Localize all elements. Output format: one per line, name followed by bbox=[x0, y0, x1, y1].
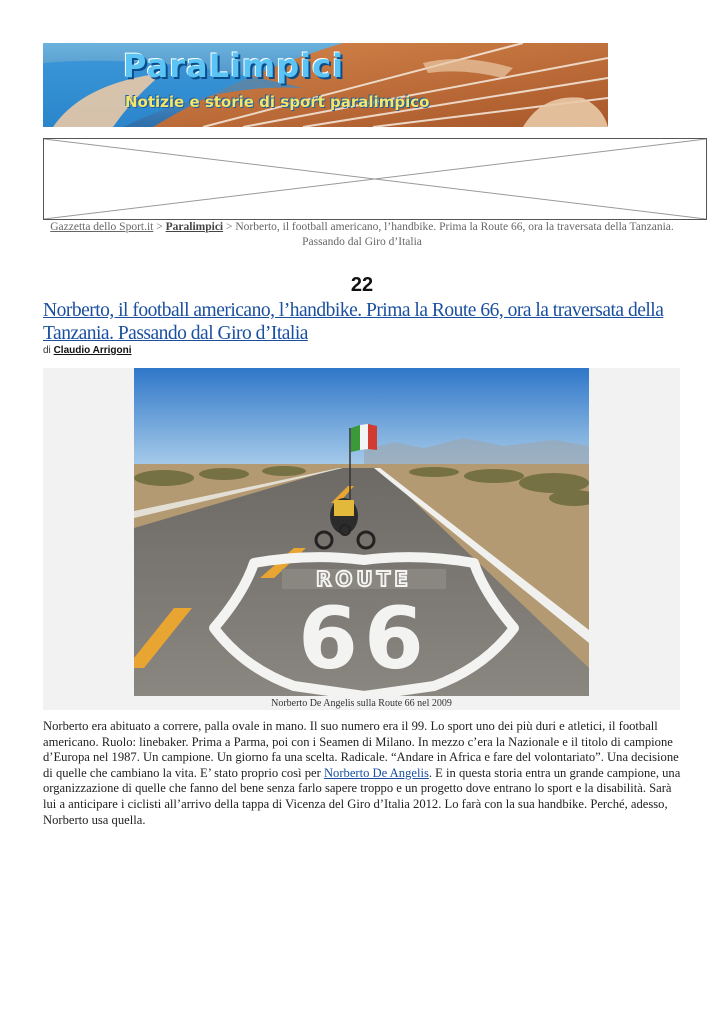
breadcrumb-separator: > bbox=[156, 221, 163, 233]
body-text-part-2: . E in questa storia entra un grande campione, una organizzazione di quelle che fanno del bene senza farlo sapere troppo e un progetto dove entrano lo sport e la disabilità. Sarà lui a anticipare i ciclisti all’arrivo della tappa di Vicenza del Giro d’Italia 2012. Lo farà con la sua handbike. Perché, adesso, Norberto usa quella. bbox=[43, 765, 681, 827]
road-sign-text: ROUTE bbox=[316, 567, 412, 591]
breadcrumb-separator: > bbox=[226, 221, 233, 233]
placeholder-cross-icon bbox=[44, 139, 706, 219]
banner-logo-text: ParaLimpici bbox=[123, 47, 345, 85]
site-banner[interactable] bbox=[43, 43, 608, 127]
breadcrumb-home-link[interactable]: Gazzetta dello Sport.it bbox=[50, 221, 154, 233]
breadcrumb-section-link[interactable]: Paralimpici bbox=[165, 221, 224, 233]
author-link[interactable]: Claudio Arrigoni bbox=[53, 345, 132, 356]
article-title[interactable]: Norberto, il football americano, l’handbike. Prima la Route 66, ora la traversata della Tanzania. Passando dal Giro d’Italia bbox=[43, 300, 664, 344]
article-body bbox=[43, 719, 683, 828]
body-author-link[interactable]: Norberto De Angelis bbox=[323, 765, 429, 780]
banner-tagline: Notizie e storie di sport paralimpico bbox=[125, 93, 430, 111]
route66-photo-icon bbox=[134, 368, 589, 696]
photo-caption: Norberto De Angelis sulla Route 66 nel 2009 bbox=[271, 698, 452, 709]
page-number: 22 bbox=[350, 274, 374, 296]
ad-placeholder[interactable] bbox=[43, 138, 707, 220]
photo-frame bbox=[43, 368, 680, 710]
road-number-text: 66 bbox=[298, 589, 430, 689]
breadcrumb bbox=[43, 220, 681, 250]
byline-prefix: di bbox=[43, 345, 51, 356]
breadcrumb-current: Norberto, il football americano, l’handbike. Prima la Route 66, ora la traversata della Tanzania. Passando dal Giro d’Italia bbox=[235, 221, 674, 248]
article-photo[interactable] bbox=[134, 368, 589, 696]
body-text-part-1: Norberto era abituato a correre, palla ovale in mano. Il suo numero era il 99. Lo sport uno dei più duri e atletici, il football americano. Ruolo: linebaker. Prima a Parma, poi con i Seamen di Milano. In mezzo c’era la Nazionale e il titolo di campione d’Europa nel 1987. Un campione. Un giorno fa una scelta. Radicale. “Andare in Africa e fare del volontariato”. Una decisione di quelle che cambiano la vita. E’ stato proprio così per bbox=[43, 719, 679, 780]
byline bbox=[43, 345, 132, 356]
